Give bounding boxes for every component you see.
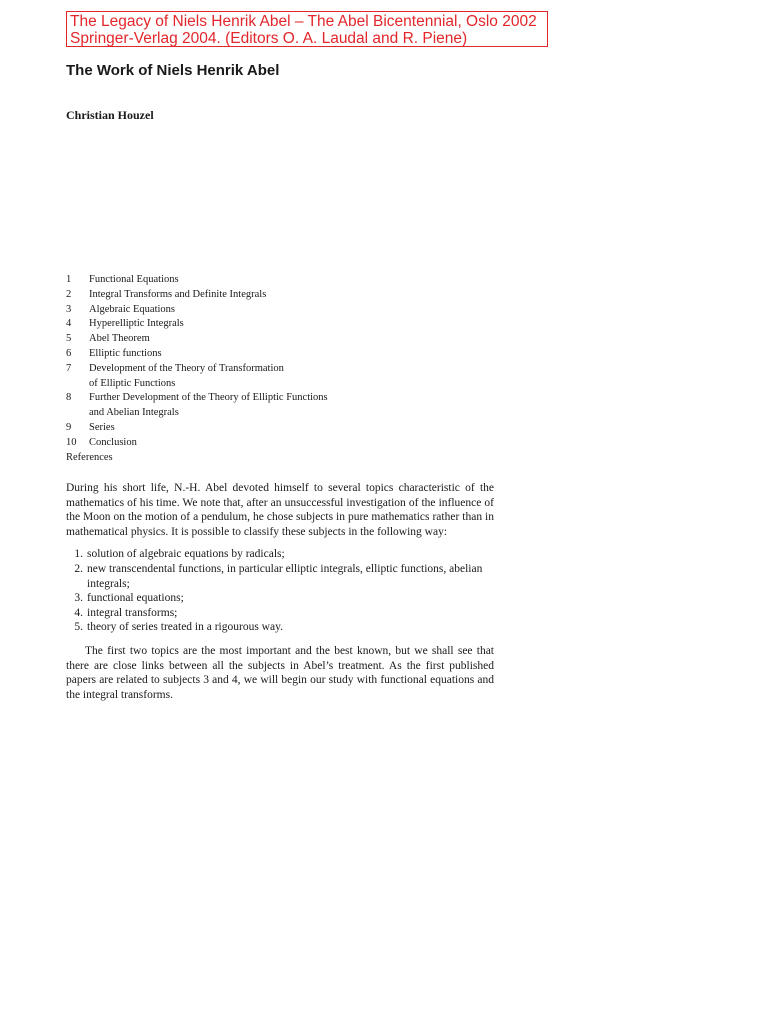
toc-title: Elliptic functions — [89, 347, 162, 359]
list-item — [66, 620, 494, 635]
toc-title: Conclusion — [89, 436, 137, 448]
toc-title-continuation: and Abelian Integrals — [89, 407, 179, 419]
toc-title: Series — [89, 421, 115, 433]
toc-title: Integral Transforms and Definite Integrals — [89, 288, 267, 300]
list-number: 4. — [74, 606, 83, 619]
list-text: solution of algebraic equations by radicals; — [87, 548, 285, 561]
list-number: 2. — [74, 562, 83, 575]
toc-number: 1 — [66, 274, 72, 285]
list-item — [66, 547, 494, 562]
toc-title: References — [66, 451, 113, 463]
table-of-contents — [66, 273, 506, 465]
toc-item — [66, 273, 506, 288]
toc-item — [66, 436, 506, 451]
toc-title-line: Development of the Theory of Transformation — [89, 362, 284, 374]
topic-list — [66, 547, 494, 635]
toc-number: 3 — [66, 303, 72, 315]
list-number: 1. — [74, 548, 83, 561]
toc-title-line: Further Development of the Theory of Elliptic Functions — [89, 392, 328, 404]
toc-title: Hyperelliptic Integrals — [89, 318, 184, 330]
toc-number: 5 — [66, 333, 72, 345]
toc-number: 4 — [66, 318, 72, 330]
toc-item — [66, 421, 506, 436]
author-name: Christian Houzel — [66, 108, 154, 122]
list-text: functional equations; — [87, 592, 184, 605]
toc-title: Abel Theorem — [89, 333, 150, 345]
toc-title-continuation: of Elliptic Functions — [89, 377, 176, 389]
toc-number: 7 — [66, 362, 72, 374]
paragraph-intro: During his short life, N.-H. Abel devoted himself to several topics characteristic of the mathematics of his time. We note that, after an unsuccessful investigation of the influence of the Moon on the motion of a pendulum, he chose subjects in pure mathematics rather than in mathematical physics. It is possible to classify these subjects in the following way: — [66, 482, 494, 538]
toc-number: 10 — [66, 436, 77, 448]
toc-item — [66, 347, 506, 362]
toc-title: Algebraic Equations — [89, 303, 176, 315]
body-text — [66, 481, 494, 702]
paragraph-plan: The first two topics are the most important and the best known, but we shall see that there are close links between all the subjects in Abel’s treatment. As the first published papers are related to subjects 3 and 4, we will begin our study with functional equations and the integral transforms. — [66, 644, 494, 701]
list-text: integral transforms; — [87, 606, 178, 619]
toc-number: 8 — [66, 392, 72, 404]
list-text: theory of series treated in a rigourous way. — [87, 621, 283, 634]
toc-item — [66, 362, 506, 392]
toc-item — [66, 317, 506, 332]
list-number: 5. — [74, 621, 83, 634]
toc-number: 6 — [66, 347, 72, 359]
list-item — [66, 591, 494, 606]
toc-title — [89, 391, 506, 421]
paper-title: The Work of Niels Henrik Abel — [66, 62, 280, 79]
citation-line-1: The Legacy of Niels Henrik Abel – The Abel Bicentennial, Oslo 2002 — [70, 13, 537, 30]
list-item — [66, 606, 494, 621]
list-text: new transcendental functions, in particular elliptic integrals, elliptic functions, abelian integrals; — [87, 562, 483, 590]
list-number: 3. — [74, 592, 83, 605]
toc-title: Functional Equations — [89, 274, 179, 285]
toc-title — [89, 362, 506, 392]
toc-number: 2 — [66, 288, 72, 300]
list-item — [66, 562, 494, 591]
toc-item — [66, 288, 506, 303]
citation-line-2: Springer-Verlag 2004. (Editors O. A. Laudal and R. Piene) — [70, 30, 468, 47]
toc-item — [66, 332, 506, 347]
toc-item — [66, 303, 506, 318]
citation-stamp — [66, 11, 548, 47]
toc-item — [66, 391, 506, 421]
toc-number: 9 — [66, 421, 72, 433]
toc-item-references — [66, 451, 506, 466]
